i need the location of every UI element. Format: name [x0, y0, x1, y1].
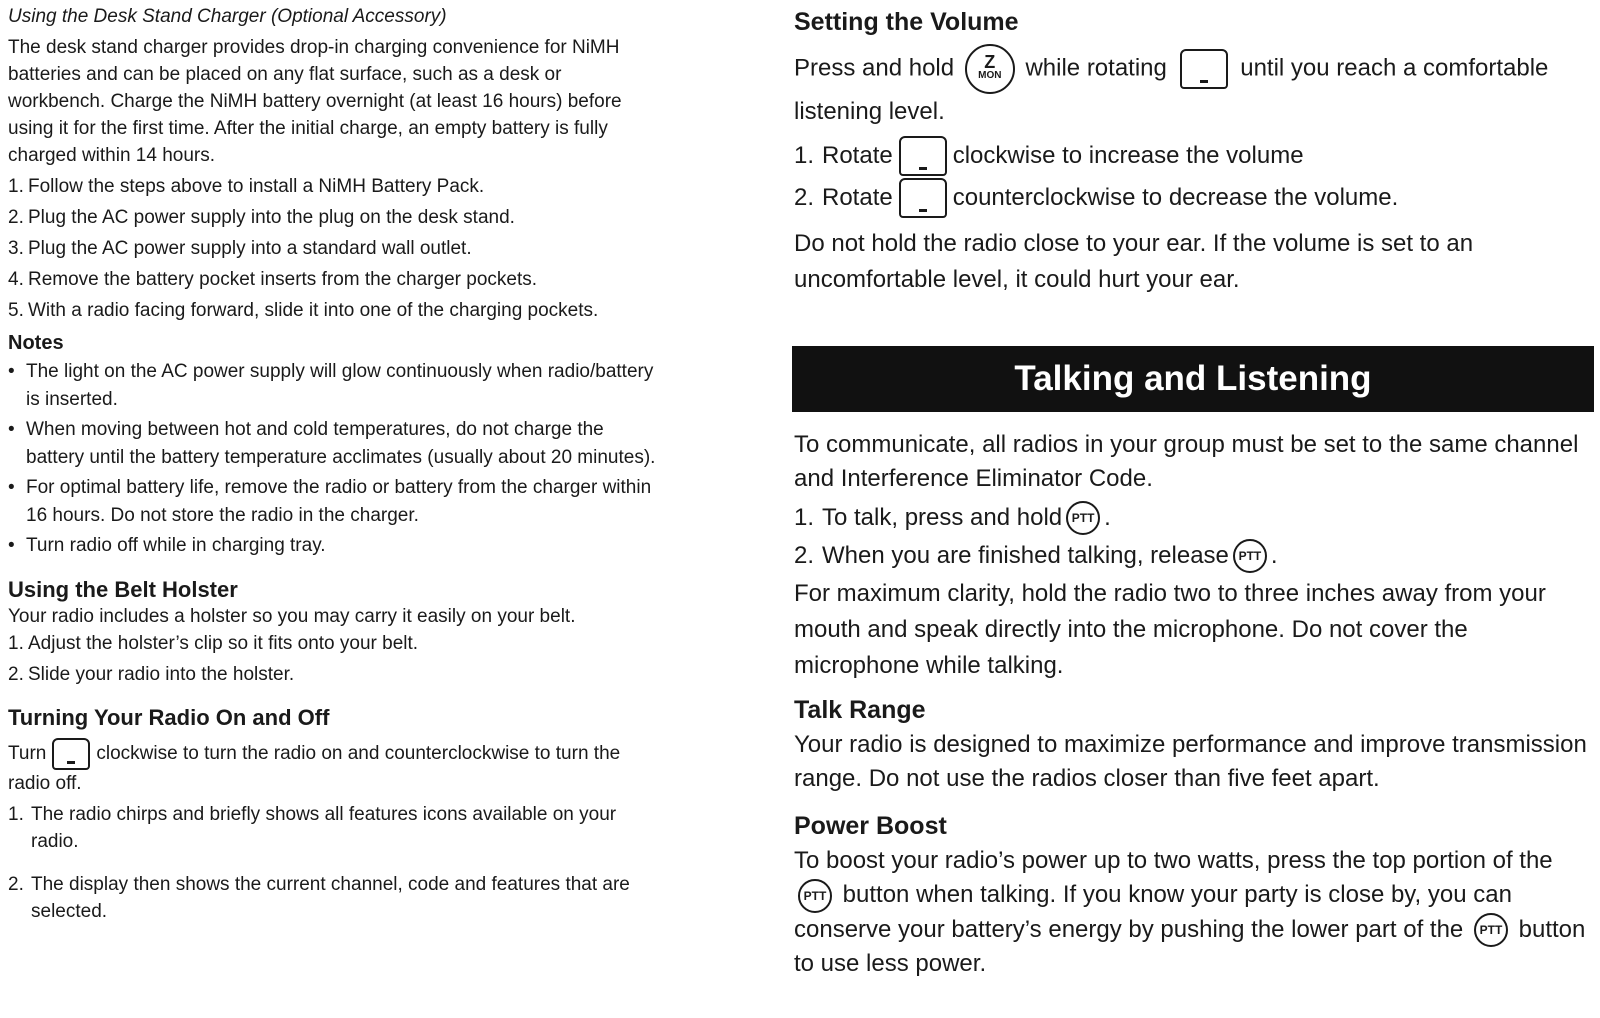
list-item: 2. Rotate counterclockwise to decrease the volume. [794, 178, 1594, 218]
power-boost-heading: Power Boost [794, 812, 947, 840]
list-item: • When moving between hot and cold temperatures, do not charge the battery until the battery temperature acclimates (usually about 20 minutes). [8, 419, 656, 468]
setting-volume-paragraph: Press and hold Z MON while rotating until you reach a comfortable listening level. [794, 44, 1594, 130]
power-on-off-steps [8, 801, 658, 925]
talking-steps [794, 500, 1594, 574]
talking-listening-banner: Talking and Listening [792, 346, 1594, 412]
belt-holster-heading: Using the Belt Holster [8, 577, 238, 602]
ptt-button-icon: PTT [1233, 539, 1267, 573]
volume-warning: Do not hold the radio close to your ear. If the volume is set to an uncomfortable level, it could hurt your ear. [794, 230, 1474, 293]
list-item: • The light on the AC power supply will glow continuously when radio/battery is inserted. [8, 361, 654, 410]
belt-holster-steps [8, 632, 658, 686]
power-on-off-heading: Turning Your Radio On and Off [8, 705, 330, 730]
ptt-button-icon: PTT [798, 879, 832, 913]
notes-list [8, 358, 658, 560]
list-item: 2. Slide your radio into the holster. [8, 664, 295, 685]
monitor-button-icon: Z MON [965, 44, 1015, 94]
list-item: 1. The radio chirps and briefly shows all features icons available on your radio. [8, 804, 617, 852]
volume-knob-icon [899, 136, 947, 176]
talking-paragraph: To communicate, all radios in your group must be set to the same channel and Interference Eliminator Code. [794, 431, 1579, 492]
volume-knob-icon [52, 738, 90, 770]
notes-heading: Notes [8, 332, 64, 354]
ptt-button-icon: PTT [1066, 501, 1100, 535]
belt-holster-paragraph: Your radio includes a holster so you may carry it easily on your belt. [8, 606, 576, 627]
desk-charger-steps [8, 175, 658, 322]
talk-range-paragraph: Your radio is designed to maximize performance and improve transmission range. Do not use the radios closer than five feet apart. [794, 731, 1587, 792]
list-item: • Turn radio off while in charging tray. [8, 535, 326, 556]
list-item: 1. To talk, press and hold PTT . [794, 500, 1594, 536]
list-item: • For optimal battery life, remove the radio or battery from the charger within 16 hours. Do not store the radio in the charger. [8, 477, 652, 526]
desk-charger-paragraph: The desk stand charger provides drop-in charging convenience for NiMH batteries and can be placed on any flat surface, such as a desk or workbench. Charge the NiMH battery overnight (at least 16 hours) before using it for the first time. After the initial charge, an empty battery is fully charged within 14 hours. [8, 37, 622, 166]
list-item: 1. Rotate clockwise to increase the volume [794, 136, 1594, 176]
clarity-paragraph: For maximum clarity, hold the radio two to three inches away from your mouth and speak directly into the microphone. Do not cover the microphone while talking. [794, 580, 1546, 679]
desk-charger-heading: Using the Desk Stand Charger (Optional Accessory) [8, 6, 447, 27]
list-item: 1. Follow the steps above to install a NiMH Battery Pack. [8, 176, 485, 197]
list-item: 2. When you are finished talking, release PTT . [794, 538, 1594, 574]
list-item: 1. Adjust the holster’s clip so it fits onto your belt. [8, 633, 419, 654]
list-item: 2. The display then shows the current channel, code and features that are selected. [8, 874, 630, 922]
list-item: 2. Plug the AC power supply into the plug on the desk stand. [8, 207, 515, 228]
volume-knob-icon [1180, 49, 1228, 89]
power-boost-paragraph: To boost your radio’s power up to two watts, press the top portion of the PTT button when talking. If you know your party is close by, you can conserve your battery’s energy by pushing the lower part of the PTT button to use less power. [794, 847, 1586, 978]
list-item: 5. With a radio facing forward, slide it into one of the charging pockets. [8, 300, 599, 321]
right-column [794, 4, 1594, 981]
list-item: 4. Remove the battery pocket inserts from the charger pockets. [8, 269, 538, 290]
left-column [8, 6, 658, 933]
talk-range-heading: Talk Range [794, 696, 926, 724]
ptt-button-icon: PTT [1474, 913, 1508, 947]
power-on-off-paragraph: Turn clockwise to turn the radio on and counterclockwise to turn the radio off. [8, 738, 658, 797]
setting-volume-heading: Setting the Volume [794, 8, 1019, 36]
setting-volume-steps [794, 136, 1594, 218]
list-item: 3. Plug the AC power supply into a standard wall outlet. [8, 238, 472, 259]
volume-knob-icon [899, 178, 947, 218]
